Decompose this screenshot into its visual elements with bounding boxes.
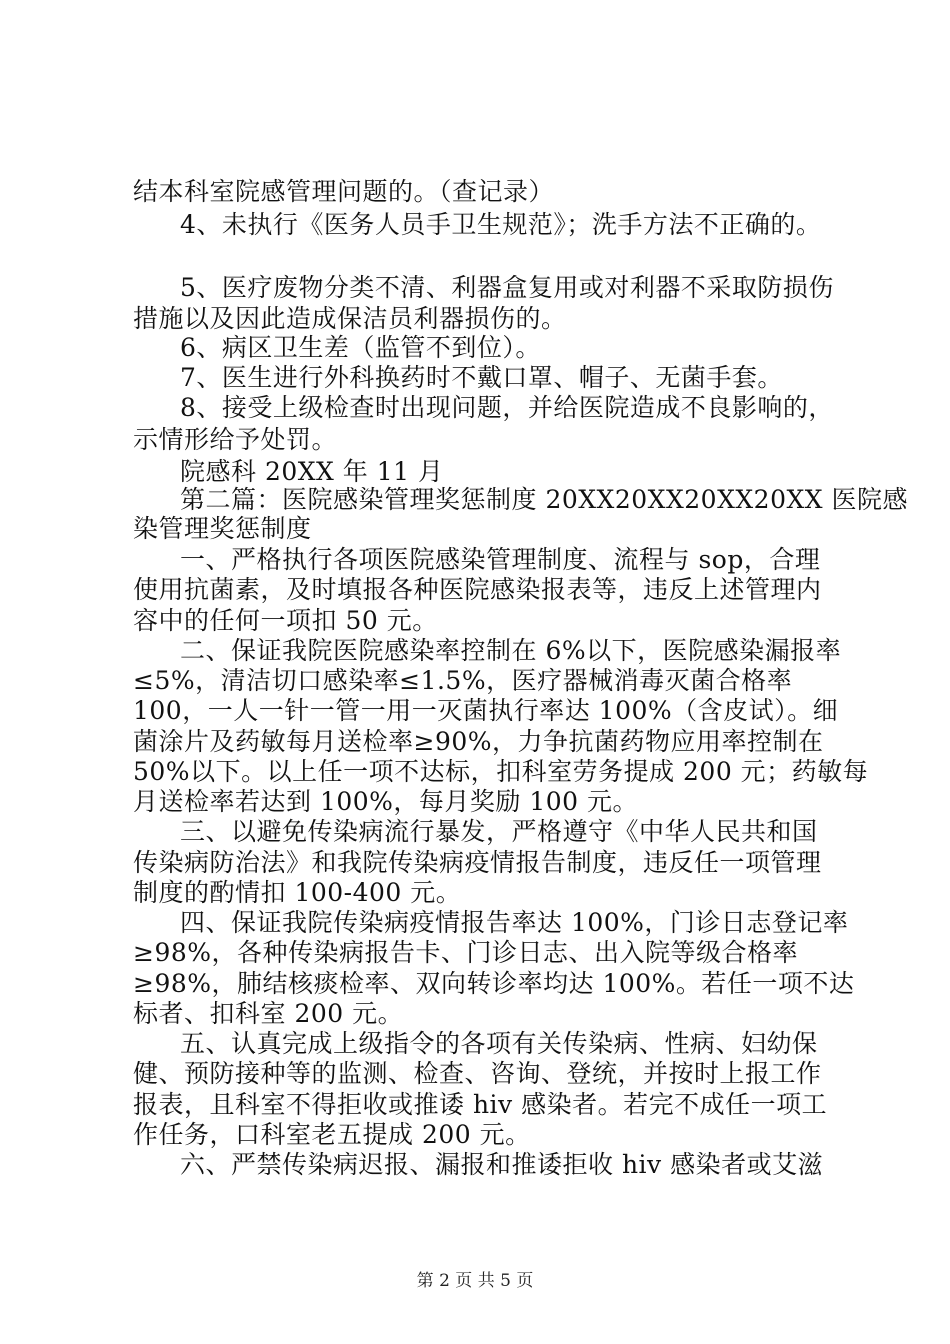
text-line: 作任务，口科室老五提成 200 元。 <box>133 1120 531 1149</box>
text-line: 菌涂片及药敏每月送检率≥90%，力争抗菌药物应用率控制在 <box>133 727 824 756</box>
text-line: 容中的任何一项扣 50 元。 <box>133 606 438 635</box>
page-footer: 第 2 页 共 5 页 <box>416 1271 534 1291</box>
text-line: 第二篇：医院感染管理奖惩制度 20XX20XX20XX20XX 医院感 <box>180 485 909 514</box>
text-line: 制度的酌情扣 100-400 元。 <box>133 878 462 907</box>
text-line: 月送检率若达到 100%，每月奖励 100 元。 <box>133 787 639 816</box>
text-line: ≥98%，肺结核痰检率、双向转诊率均达 100%。若任一项不达 <box>133 969 855 998</box>
text-line: 健、预防接种等的监测、检查、咨询、登统，并按时上报工作 <box>133 1059 822 1088</box>
text-line: 四、保证我院传染病疫情报告率达 100%，门诊日志登记率 <box>180 908 849 937</box>
text-line: 一、严格执行各项医院感染管理制度、流程与 sop，合理 <box>180 545 821 574</box>
text-line: 报表，且科室不得拒收或推诿 hiv 感染者。若完不成任一项工 <box>133 1090 828 1119</box>
text-line: 50%以下。以上任一项不达标，扣科室劳务提成 200 元；药敏每 <box>133 757 869 786</box>
text-line: 8、接受上级检查时出现问题，并给医院造成不良影响的， <box>180 393 834 422</box>
text-line: 六、严禁传染病迟报、漏报和推诿拒收 hiv 感染者或艾滋 <box>180 1150 824 1179</box>
text-line: ≤5%，清洁切口感染率≤1.5%，医疗器械消毒灭菌合格率 <box>133 666 793 695</box>
text-line: 标者、扣科室 200 元。 <box>133 999 404 1028</box>
text-line: 100，一人一针一管一用一灭菌执行率达 100%（含皮试）。细 <box>133 696 839 725</box>
text-line: 7、医生进行外科换药时不戴口罩、帽子、无菌手套。 <box>180 363 783 392</box>
text-line: ≥98%，各种传染病报告卡、门诊日志、出入院等级合格率 <box>133 938 799 967</box>
text-line: 4、未执行《医务人员手卫生规范》；洗手方法不正确的。 <box>180 210 822 239</box>
text-line: 传染病防治法》和我院传染病疫情报告制度，违反任一项管理 <box>133 848 822 877</box>
text-line: 措施以及因此造成保洁员利器损伤的。 <box>133 304 567 333</box>
text-line: 结本科室院感管理问题的。（查记录） <box>133 177 555 206</box>
text-line: 三、以避免传染病流行暴发，严格遵守《中华人民共和国 <box>180 817 818 846</box>
text-line: 染管理奖惩制度 <box>133 514 312 543</box>
text-line: 5、医疗废物分类不清、利器盒复用或对利器不采取防损伤 <box>180 273 834 302</box>
text-line: 示情形给予处罚。 <box>133 425 338 454</box>
text-line: 使用抗菌素，及时填报各种医院感染报表等，违反上述管理内 <box>133 575 822 604</box>
text-line: 6、病区卫生差（监管不到位）。 <box>180 333 541 362</box>
text-line: 二、保证我院医院感染率控制在 6%以下，医院感染漏报率 <box>180 636 842 665</box>
text-line: 院感科 20XX 年 11 月 <box>180 457 444 486</box>
text-line: 五、认真完成上级指令的各项有关传染病、性病、妇幼保 <box>180 1029 818 1058</box>
